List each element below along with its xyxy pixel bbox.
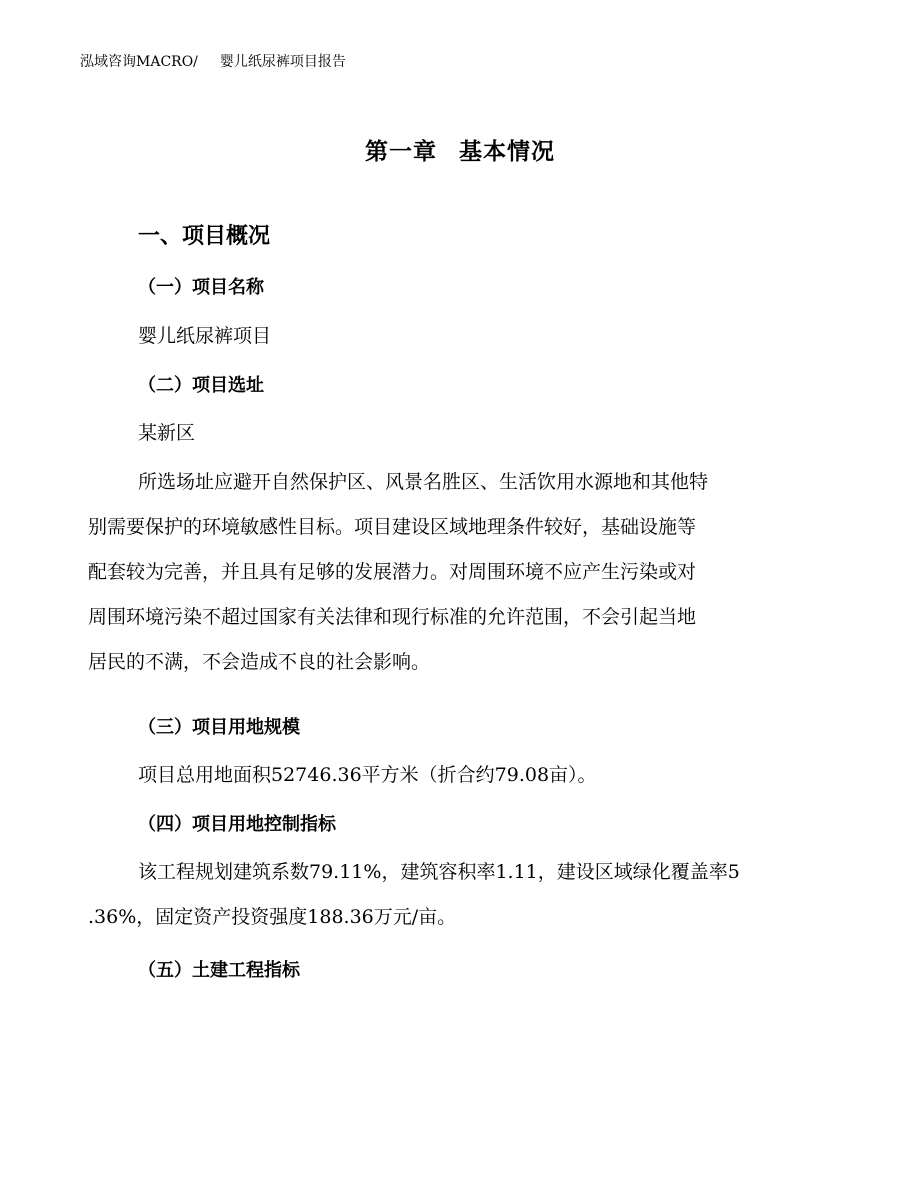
land-control-line: .36%，固定资产投资强度188.36万元/亩。 xyxy=(88,906,457,928)
site-para-line: 周围环境污染不超过国家有关法律和现行标准的允许范围，不会引起当地 xyxy=(88,606,697,628)
chapter-name: 基本情况 xyxy=(459,139,555,165)
land-scale-text: 项目总用地面积52746.36平方米（折合约79.08亩）。 xyxy=(138,764,597,786)
project-site-text: 某新区 xyxy=(138,422,196,444)
subsection-heading-land-control: （四）项目用地控制指标 xyxy=(138,814,336,835)
section-heading-overview: 一、项目概况 xyxy=(138,224,271,249)
subsection-heading-name: （一）项目名称 xyxy=(138,277,264,298)
site-description-paragraph xyxy=(88,460,828,685)
site-para-line: 居民的不满，不会造成不良的社会影响。 xyxy=(88,651,431,673)
chapter-number: 第一章 xyxy=(365,139,437,165)
page-header xyxy=(80,52,346,72)
site-para-line: 别需要保护的环境敏感性目标。项目建设区域地理条件较好，基础设施等 xyxy=(88,516,697,538)
chapter-title xyxy=(0,136,920,168)
header-company: 泓域咨询MACRO/ xyxy=(80,54,198,70)
site-para-line: 所选场址应避开自然保护区、风景名胜区、生活饮用水源地和其他特 xyxy=(138,471,709,493)
land-control-paragraph xyxy=(88,850,828,940)
subsection-heading-site: （二）项目选址 xyxy=(138,375,264,396)
land-control-line: 该工程规划建筑系数79.11%，建筑容积率1.11，建设区域绿化覆盖率5 xyxy=(138,861,740,883)
site-para-line: 配套较为完善，并且具有足够的发展潜力。对周围环境不应产生污染或对 xyxy=(88,561,697,583)
subsection-heading-civil: （五）土建工程指标 xyxy=(138,960,300,981)
subsection-heading-land-scale: （三）项目用地规模 xyxy=(138,717,300,738)
project-name-text: 婴儿纸尿裤项目 xyxy=(138,325,272,347)
header-doc-title: 婴儿纸尿裤项目报告 xyxy=(219,54,346,70)
